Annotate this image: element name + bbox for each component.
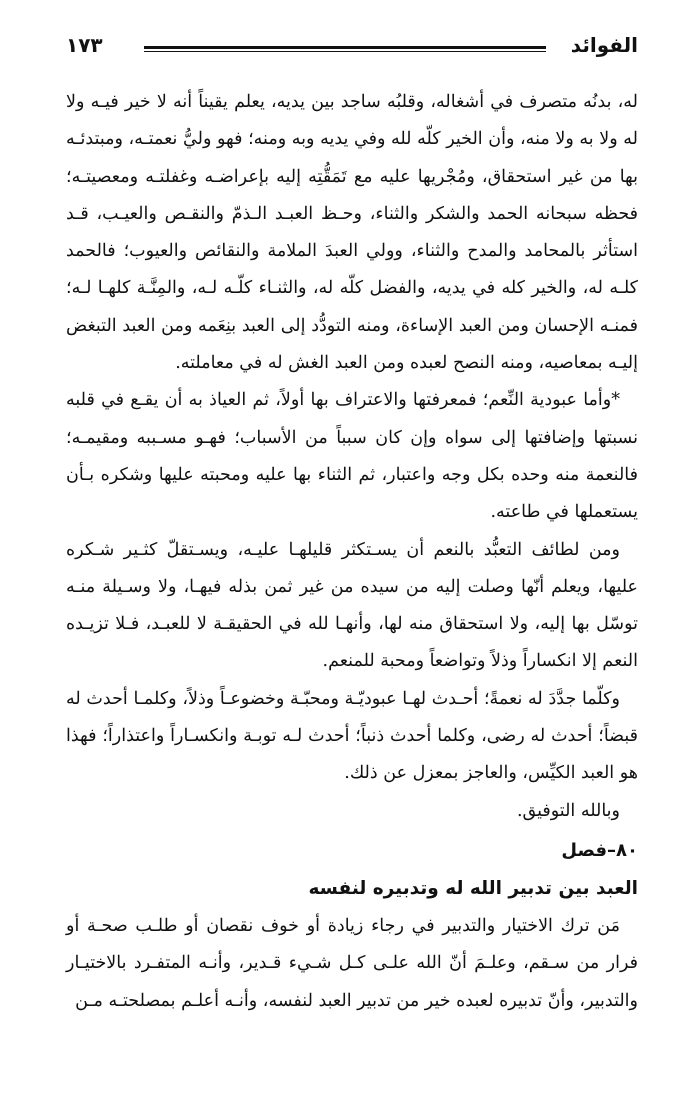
paragraph-5: مَن ترك الاختيار والتدبير في رجاء زيادة أو خوف نقصان أو طلـب صحـة أو فرار من سـقم، وعلـمَ أنّ الله علـى كـل شـيء قـدير، وأنـه المتفـرد بالاختيـار والتدبير، وأنّ تدبيره لعبده خير من تدبير العبد لنفسه، وأنـه أعلـم بمصلحتـه مـن: [66, 915, 638, 1011]
header-rule: [144, 46, 546, 49]
paragraph-2: *وأما عبودية النِّعم؛ فمعرفتها والاعتراف بها أولاً، ثم العياذ به أن يقـع في قلبه نسبتها وإضافتها إلى سواه وإن كان سبباً من الأسباب؛ فهـو مسـببه ومقيمـه؛ فالنعمة منه وحده بكل وجه واعتبار، ثم الثناء بها عليه ومحبته عليها وشكره بـأن يستعملها في طاعته.: [66, 390, 638, 523]
header-rule-thin: [144, 51, 546, 52]
page-number: ١٧٣: [66, 33, 103, 57]
closing-line: وبالله التوفيق.: [516, 800, 620, 821]
page-body: [66, 84, 638, 1020]
paragraph-4: وكلّما جدَّدَ له نعمةً؛ أحـدث لهـا عبوديّـة ومحبّـة وخضوعـاً وذلاً، وكلمـا أحدث له قبضاً؛ أحدث له رضى، وكلما أحدث ذنباً؛ أحدث لـه توبـة وانكسـاراً واعتذاراً؛ فهذا هو العبد الكيِّس، والعاجز بمعزل عن ذلك.: [66, 688, 638, 784]
paragraph-1: له، بدنُه متصرف في أشغاله، وقلبُه ساجد بين يديه، يعلم يقيناً أنه لا خير فيـه ولا له ولا به ولا منه، وأن الخير كلّه لله وفي يديه وبه ومنه؛ فهو وليُّ نعمتـه، ومبتدئـه بها من غير استحقاق، ومُجْريها عليه مع تَمَقُّتِه إليه بإعراضـه وغفلتـه ومعصيتـه؛ فحظه سبحانه الحمد والشكر والثناء، وحـظ العبـد الـذمّ والنقـص والعيـب، قـد استأثر بالمحامد والمدح والثناء، وولي العبدَ الملامة والنقائص والعيوب؛ فالحمد كلـه له، والخير كله في يديه، والفضل كلّه له، والثنـاء كلّـه لـه، والمِنَّـة كلهـا لـه؛ فمنـه الإحسان ومن العبد الإساءة، ومنه التودُّد إلى العبد بنِعَمه ومن العبد التبغض إليـه بمعاصيه، ومنه النصح لعبده ومن العبد الغش له في معاملته.: [66, 92, 638, 374]
paragraph-3: ومن لطائف التعبُّد بالنعم أن يسـتكثر قليلهـا عليـه، ويسـتقلّ كثـير شـكره عليها، ويعلم أنّها وصلت إليه من سيده من غير ثمن بذله فيهـا، ولا وسـيلة منـه توسّل بها إليه، ولا استحقاق منه لها، وأنهـا لله في الحقيقـة لا للعبـد، فـلا تزيـده النعم إلا انكساراً وذلاً وتواضعاً ومحبة للمنعم.: [66, 539, 638, 672]
running-header: [66, 30, 638, 62]
section-title: العبد بين تدبير الله له وتدبيره لنفسه: [308, 877, 638, 899]
book-title: الفوائد: [570, 33, 638, 57]
section-number: ٨٠–فصل: [561, 839, 638, 861]
